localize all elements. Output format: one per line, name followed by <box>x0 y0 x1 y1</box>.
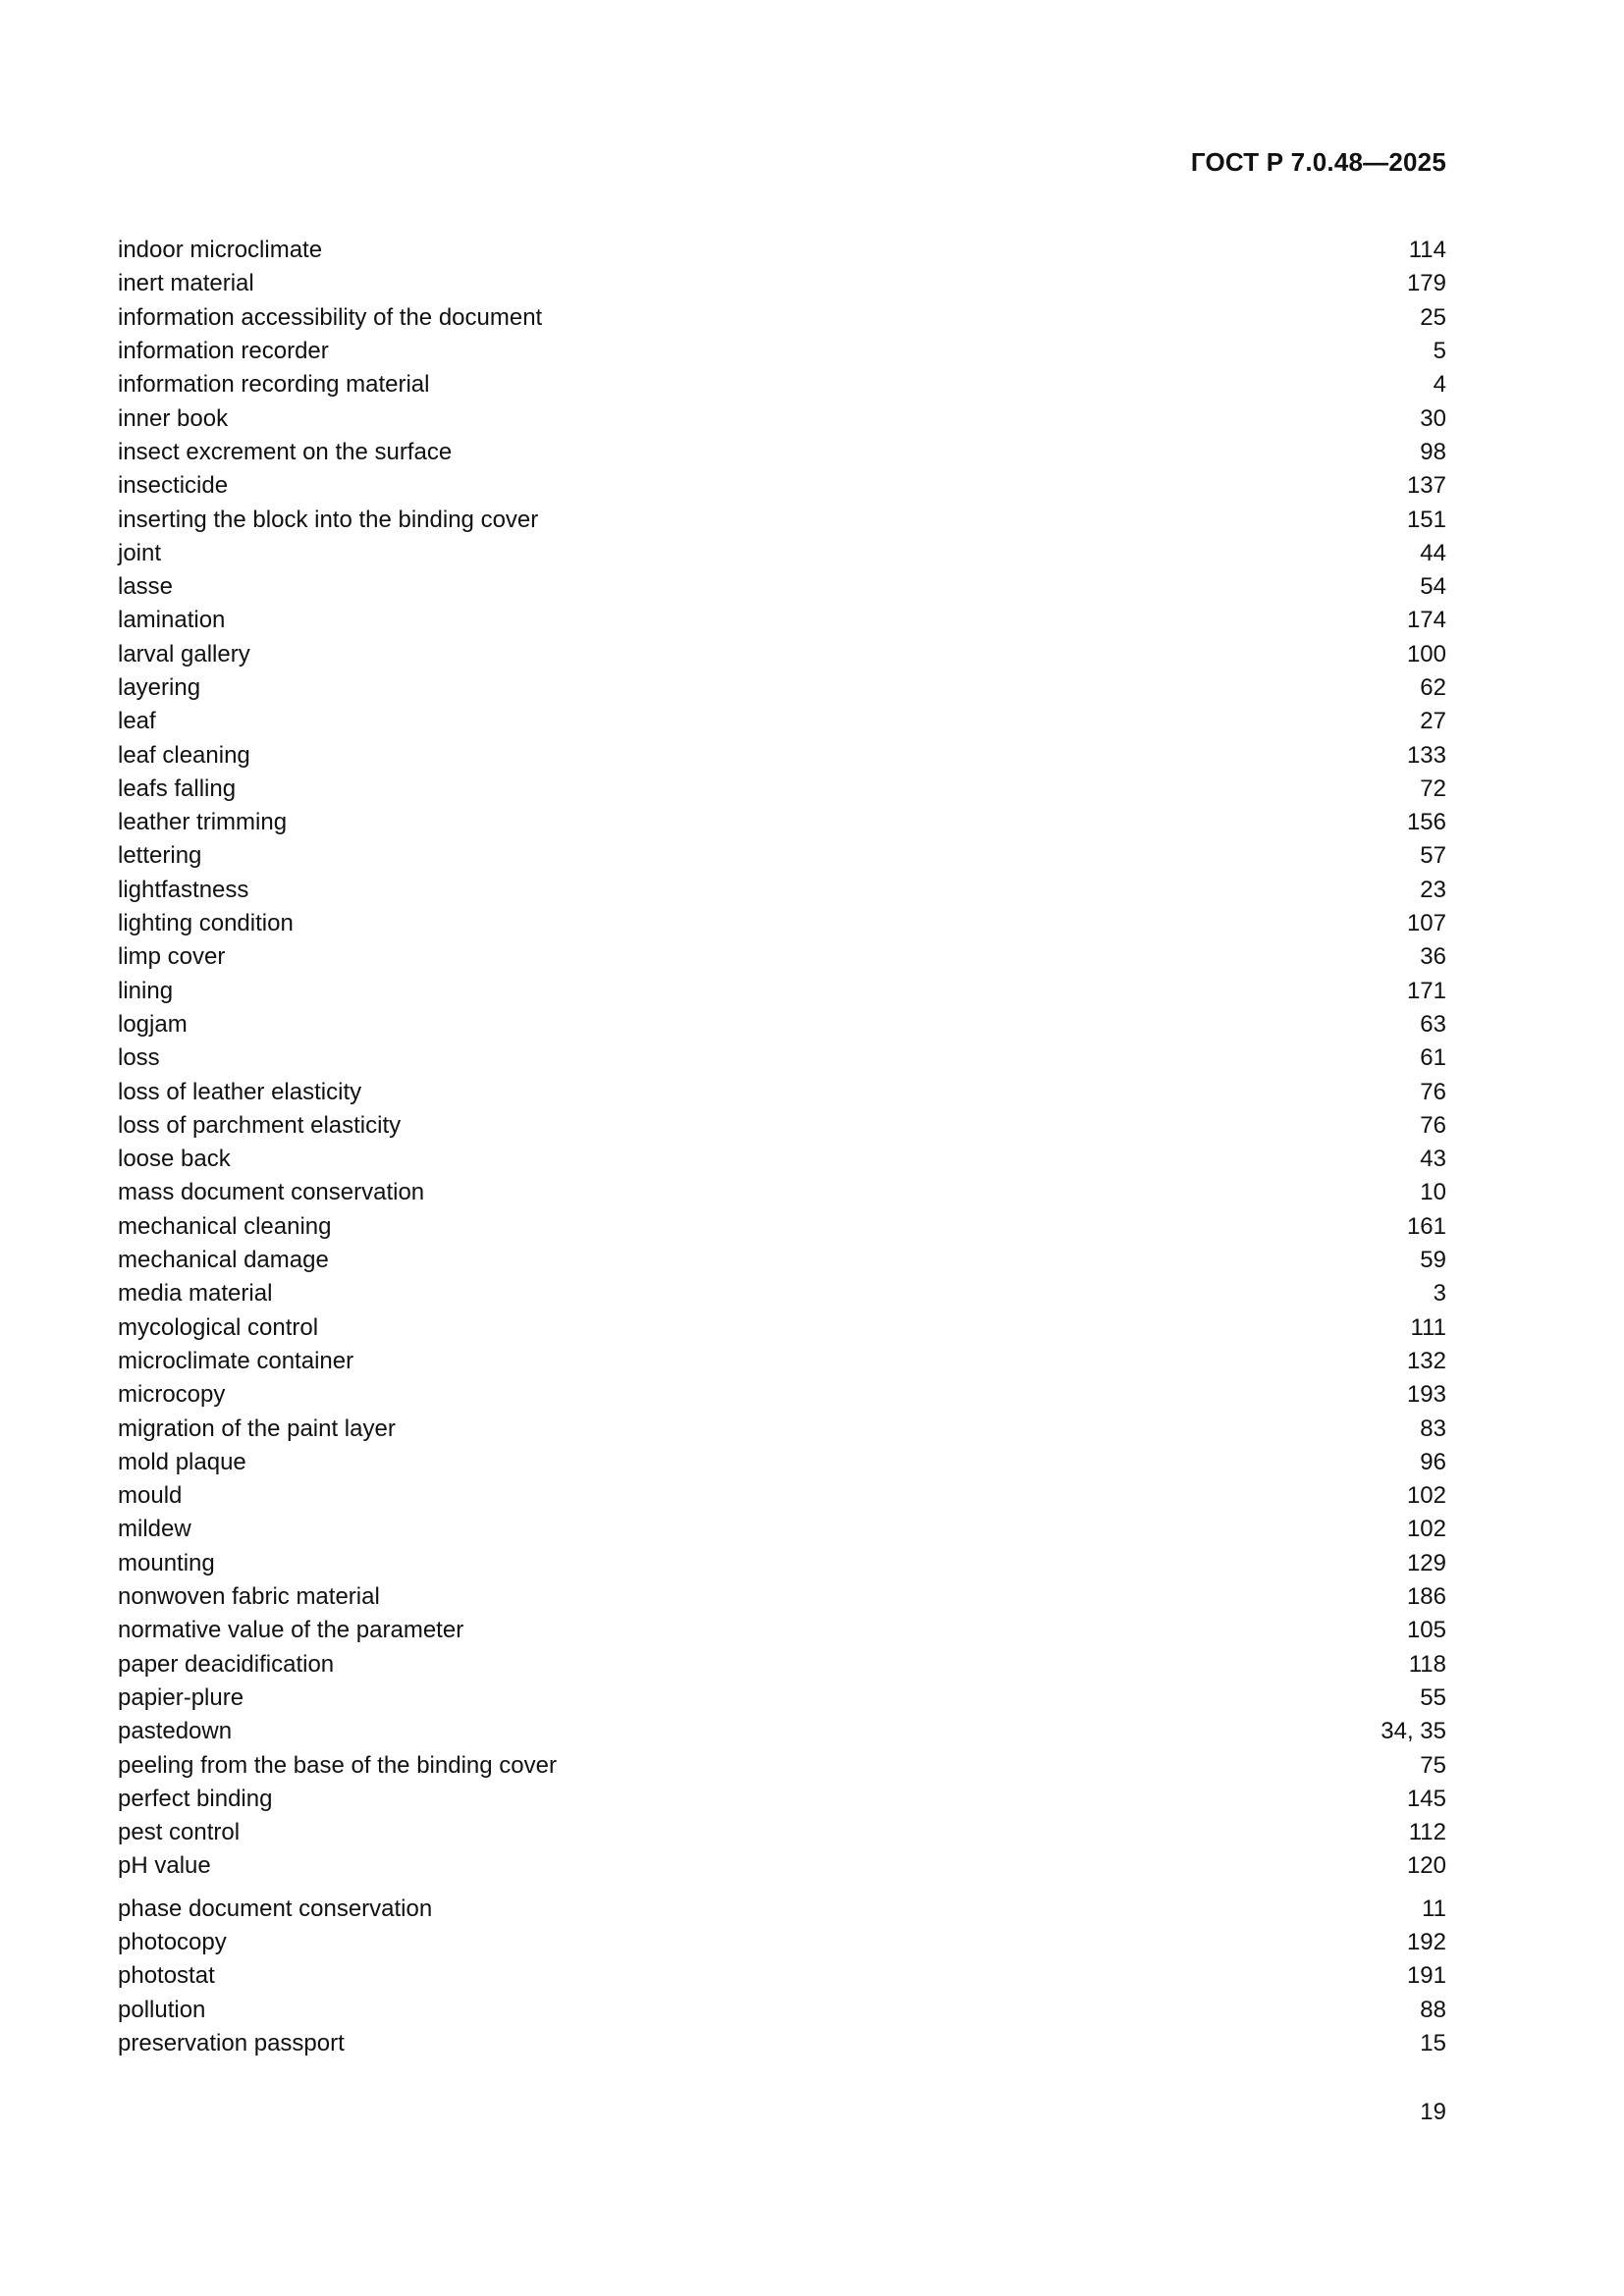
index-term: leaf <box>118 708 156 735</box>
index-reference-number: 145 <box>1406 1785 1446 1812</box>
index-term: pH value <box>118 1852 211 1880</box>
index-entry <box>118 1479 1446 1513</box>
index-term: microclimate container <box>118 1347 354 1374</box>
standard-code: ГОСТ Р 7.0.48—2025 <box>1190 147 1446 177</box>
index-entry <box>118 1614 1446 1647</box>
index-term: loss <box>118 1044 160 1072</box>
index-term: photostat <box>118 1962 215 1990</box>
index-term: limp cover <box>118 943 226 971</box>
index-reference-number: 3 <box>1433 1280 1446 1308</box>
index-term: lighting condition <box>118 910 294 937</box>
index-entry <box>118 638 1446 671</box>
index-reference-number: 129 <box>1406 1549 1446 1576</box>
index-term: inert material <box>118 270 254 297</box>
index-reference-number: 114 <box>1408 237 1446 264</box>
index-reference-number: 107 <box>1406 910 1446 937</box>
page-number: 19 <box>1420 2099 1446 2125</box>
index-entry <box>118 469 1446 503</box>
index-reference-number: 156 <box>1406 809 1446 836</box>
index-entry <box>118 1959 1446 1993</box>
index-term: inserting the block into the binding cover <box>118 506 539 533</box>
alphabetical-index <box>118 234 1446 2060</box>
index-reference-number: 4 <box>1433 371 1446 399</box>
index-reference-number: 151 <box>1406 506 1446 533</box>
index-entry <box>118 368 1446 401</box>
index-term: larval gallery <box>118 640 250 667</box>
index-reference-number: 193 <box>1406 1381 1446 1409</box>
index-entry <box>118 671 1446 705</box>
index-reference-number: 132 <box>1406 1347 1446 1374</box>
index-reference-number: 133 <box>1406 741 1446 769</box>
index-term: lightfastness <box>118 876 249 903</box>
index-reference-number: 23 <box>1420 876 1446 903</box>
index-reference-number: 102 <box>1406 1516 1446 1543</box>
index-entry <box>118 301 1446 335</box>
index-term: information recording material <box>118 371 430 399</box>
index-reference-number: 98 <box>1420 438 1446 465</box>
index-entry <box>118 1109 1446 1143</box>
index-reference-number: 34, 35 <box>1380 1718 1446 1745</box>
index-entry <box>118 1783 1446 1816</box>
index-term: layering <box>118 674 201 701</box>
index-reference-number: 54 <box>1420 573 1446 601</box>
document-header <box>118 147 1446 178</box>
index-reference-number: 118 <box>1408 1650 1446 1678</box>
index-entry <box>118 1412 1446 1445</box>
index-entry <box>118 1647 1446 1681</box>
index-term: leather trimming <box>118 809 288 836</box>
index-term: leaf cleaning <box>118 741 250 769</box>
index-entry <box>118 738 1446 772</box>
index-term: mechanical cleaning <box>118 1212 332 1240</box>
index-entry <box>118 1682 1446 1715</box>
index-reference-number: 102 <box>1406 1482 1446 1510</box>
index-entry <box>118 940 1446 974</box>
index-term: mycological control <box>118 1313 319 1341</box>
index-term: inner book <box>118 404 229 432</box>
index-reference-number: 83 <box>1420 1415 1446 1442</box>
index-entry <box>118 1993 1446 2026</box>
index-term: information accessibility of the document <box>118 303 543 331</box>
index-reference-number: 61 <box>1420 1044 1446 1072</box>
index-term: nonwoven fabric material <box>118 1583 380 1611</box>
index-term: mold plaque <box>118 1448 246 1475</box>
index-term: perfect binding <box>118 1785 273 1812</box>
index-reference-number: 44 <box>1420 539 1446 566</box>
index-entry <box>118 1008 1446 1041</box>
index-reference-number: 88 <box>1420 1996 1446 2023</box>
index-term: pastedown <box>118 1718 233 1745</box>
index-term: lasse <box>118 573 174 601</box>
index-term: lining <box>118 977 174 1004</box>
index-entry <box>118 537 1446 570</box>
index-entry <box>118 1244 1446 1277</box>
index-term: mass document conservation <box>118 1179 425 1206</box>
index-term: pest control <box>118 1819 241 1846</box>
index-entry <box>118 907 1446 940</box>
index-reference-number: 137 <box>1406 472 1446 500</box>
index-entry <box>118 1311 1446 1345</box>
index-term: leafs falling <box>118 774 237 802</box>
index-entry <box>118 1210 1446 1244</box>
index-reference-number: 75 <box>1420 1751 1446 1779</box>
index-term: mounting <box>118 1549 215 1576</box>
index-reference-number: 96 <box>1420 1448 1446 1475</box>
index-entry <box>118 806 1446 839</box>
index-term: mould <box>118 1482 183 1510</box>
index-entry <box>118 1816 1446 1849</box>
index-reference-number: 161 <box>1406 1212 1446 1240</box>
index-term: normative value of the parameter <box>118 1617 464 1644</box>
index-reference-number: 30 <box>1420 404 1446 432</box>
index-reference-number: 191 <box>1406 1962 1446 1990</box>
index-term: insect excrement on the surface <box>118 438 453 465</box>
index-term: insecticide <box>118 472 229 500</box>
index-term: media material <box>118 1280 273 1308</box>
index-entry <box>118 773 1446 806</box>
index-reference-number: 76 <box>1420 1078 1446 1105</box>
index-reference-number: 76 <box>1420 1111 1446 1139</box>
index-reference-number: 105 <box>1406 1617 1446 1644</box>
index-term: mechanical damage <box>118 1247 329 1274</box>
index-reference-number: 43 <box>1420 1146 1446 1173</box>
index-reference-number: 5 <box>1433 338 1446 365</box>
index-reference-number: 10 <box>1420 1179 1446 1206</box>
index-reference-number: 72 <box>1420 774 1446 802</box>
index-entry <box>118 975 1446 1008</box>
index-reference-number: 111 <box>1410 1313 1446 1341</box>
index-term: papier-plure <box>118 1683 244 1711</box>
index-reference-number: 174 <box>1406 607 1446 634</box>
index-term: lamination <box>118 607 226 634</box>
index-reference-number: 63 <box>1420 1010 1446 1038</box>
index-term: migration of the paint layer <box>118 1415 396 1442</box>
index-entry <box>118 1849 1446 1883</box>
index-term: pollution <box>118 1996 206 2023</box>
index-entry <box>118 1893 1446 1926</box>
index-term: loss of leather elasticity <box>118 1078 362 1105</box>
index-entry <box>118 267 1446 300</box>
index-reference-number: 36 <box>1420 943 1446 971</box>
index-reference-number: 192 <box>1406 1928 1446 1955</box>
index-entry <box>118 1715 1446 1748</box>
index-entry <box>118 1277 1446 1310</box>
index-entry <box>118 874 1446 907</box>
index-term: loss of parchment elasticity <box>118 1111 402 1139</box>
index-reference-number: 112 <box>1408 1819 1446 1846</box>
index-entry <box>118 1446 1446 1479</box>
index-term: information recorder <box>118 338 329 365</box>
index-entry <box>118 1378 1446 1412</box>
index-entry <box>118 335 1446 368</box>
index-entry <box>118 1748 1446 1782</box>
index-term: joint <box>118 539 162 566</box>
index-term: lettering <box>118 842 202 870</box>
index-entry <box>118 503 1446 536</box>
index-entry <box>118 1041 1446 1075</box>
index-term: phase document conservation <box>118 1895 433 1922</box>
index-reference-number: 59 <box>1420 1247 1446 1274</box>
index-entry <box>118 1143 1446 1176</box>
index-reference-number: 179 <box>1406 270 1446 297</box>
index-entry <box>118 1547 1446 1580</box>
index-entry <box>118 705 1446 738</box>
index-entry <box>118 1580 1446 1614</box>
index-term: microcopy <box>118 1381 226 1409</box>
index-entry <box>118 1075 1446 1108</box>
index-reference-number: 120 <box>1406 1852 1446 1880</box>
index-entry <box>118 1176 1446 1209</box>
index-entry <box>118 1345 1446 1378</box>
index-entry <box>118 2027 1446 2060</box>
index-term: peeling from the base of the binding cover <box>118 1751 557 1779</box>
index-reference-number: 27 <box>1420 708 1446 735</box>
index-reference-number: 11 <box>1422 1895 1446 1922</box>
index-entry <box>118 570 1446 604</box>
index-reference-number: 57 <box>1420 842 1446 870</box>
index-term: logjam <box>118 1010 188 1038</box>
index-reference-number: 171 <box>1406 977 1446 1004</box>
index-entry <box>118 436 1446 469</box>
index-term: indoor microclimate <box>118 237 323 264</box>
index-reference-number: 55 <box>1420 1683 1446 1711</box>
index-reference-number: 62 <box>1420 674 1446 701</box>
index-reference-number: 25 <box>1420 303 1446 331</box>
index-term: loose back <box>118 1146 231 1173</box>
index-entry <box>118 234 1446 267</box>
index-entry <box>118 401 1446 435</box>
index-reference-number: 15 <box>1420 2029 1446 2056</box>
index-term: paper deacidification <box>118 1650 335 1678</box>
index-entry <box>118 604 1446 637</box>
index-term: preservation passport <box>118 2029 345 2056</box>
index-reference-number: 186 <box>1406 1583 1446 1611</box>
index-reference-number: 100 <box>1406 640 1446 667</box>
index-entry <box>118 1513 1446 1546</box>
index-term: photocopy <box>118 1928 227 1955</box>
index-term: mildew <box>118 1516 191 1543</box>
index-entry <box>118 839 1446 873</box>
index-entry <box>118 1926 1446 1959</box>
